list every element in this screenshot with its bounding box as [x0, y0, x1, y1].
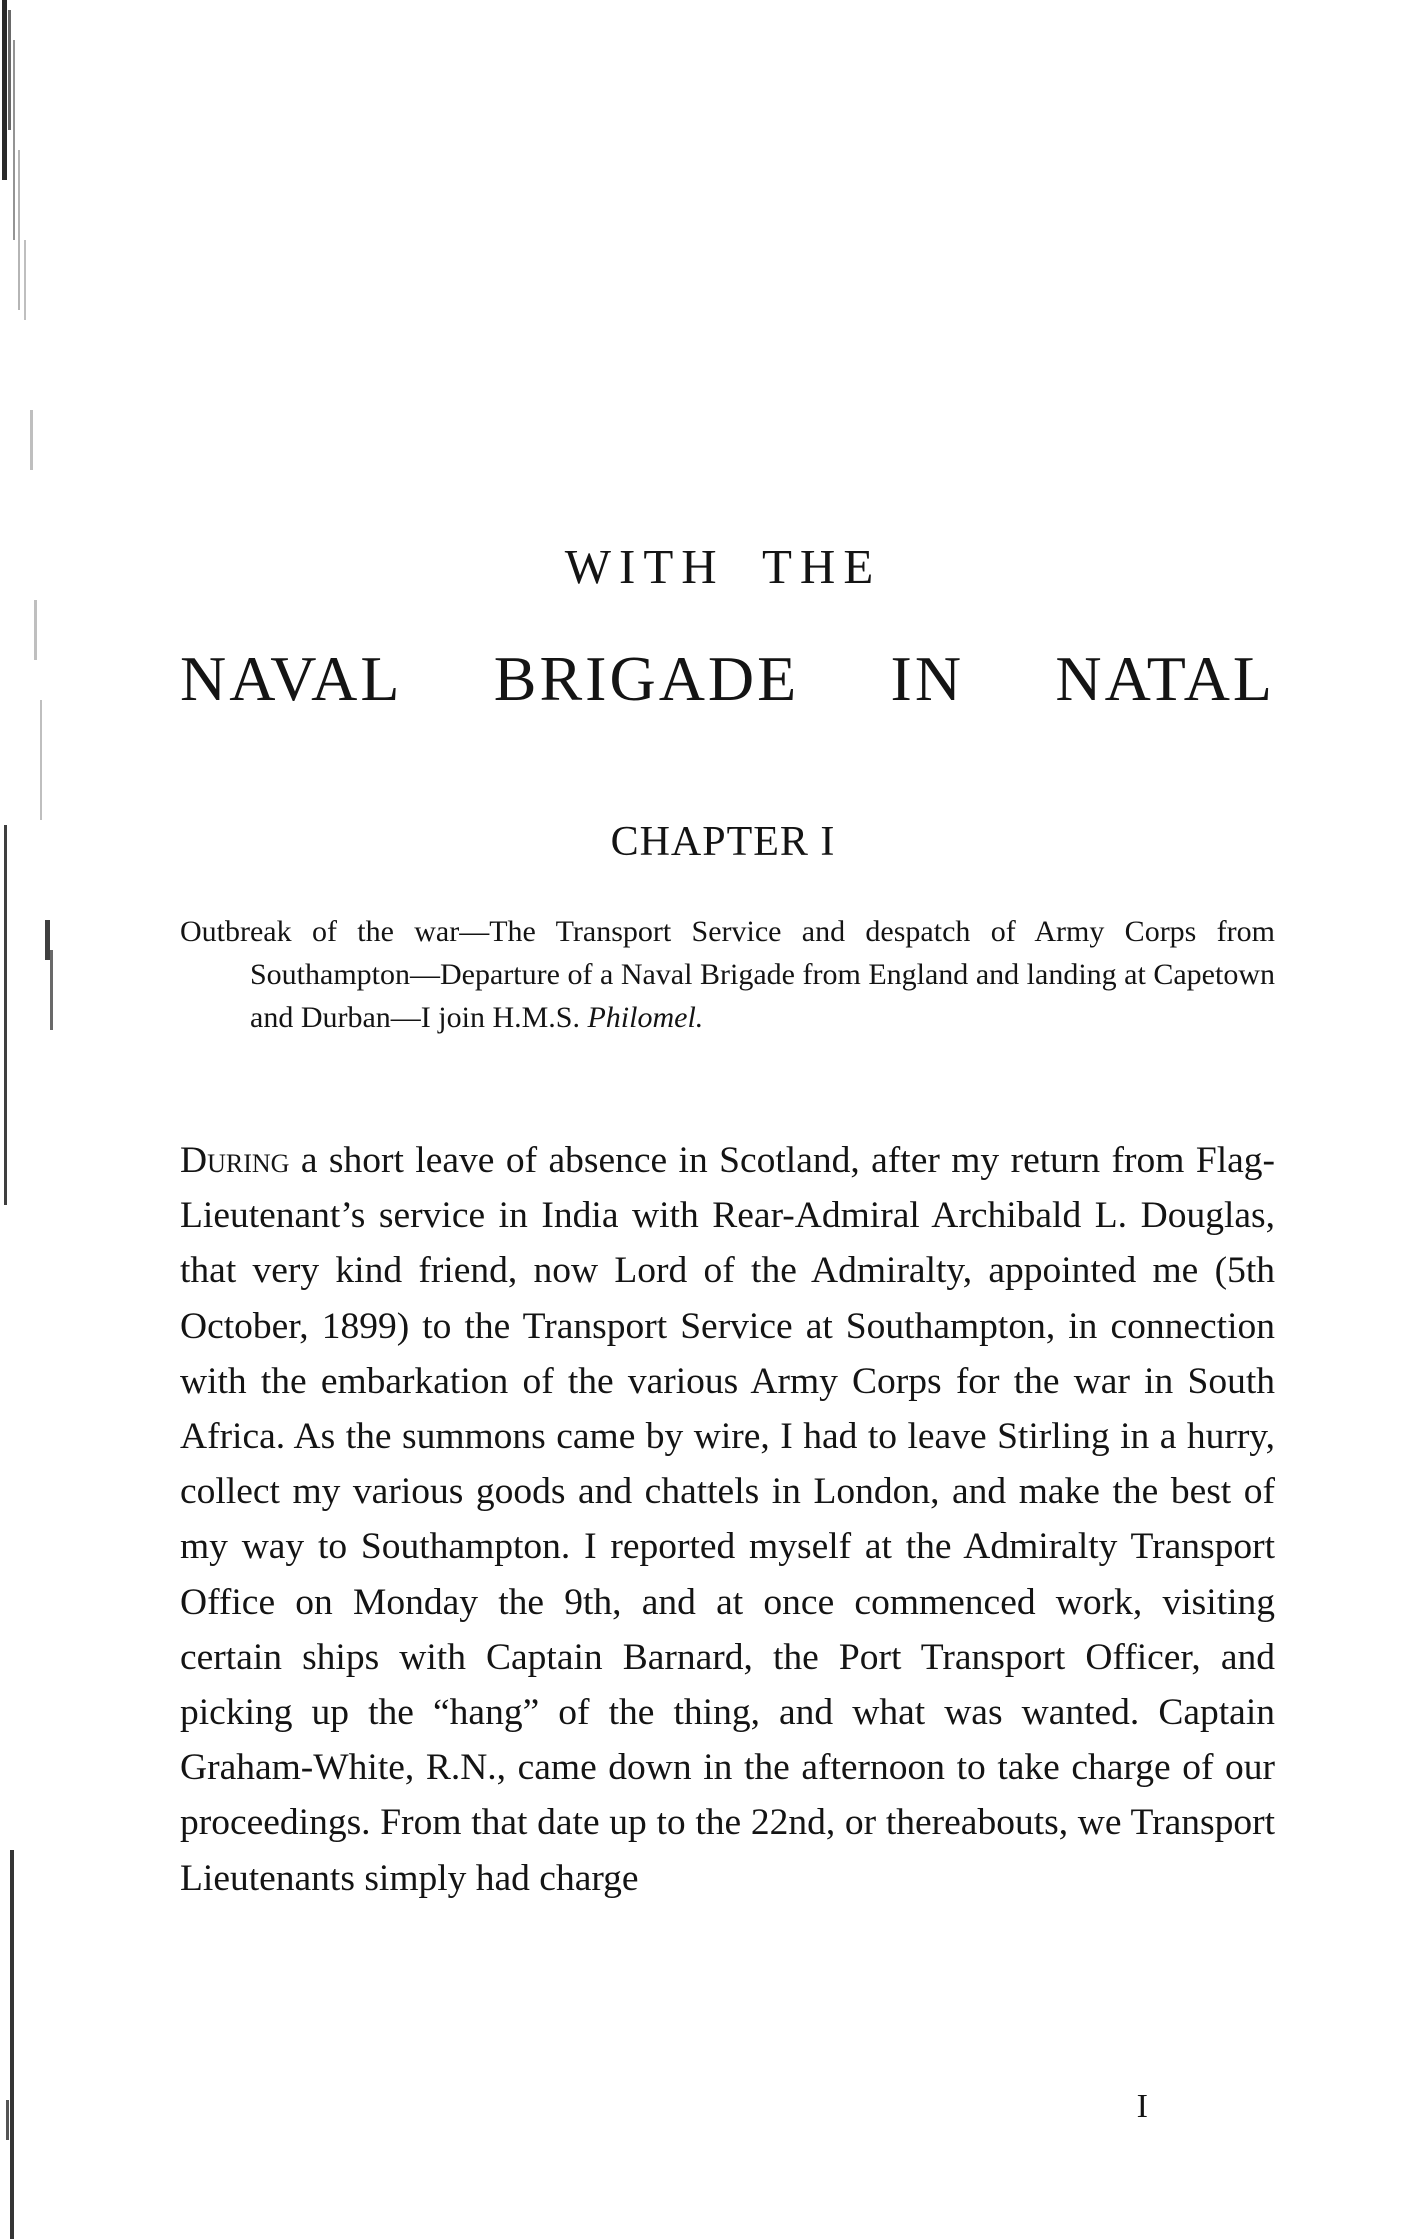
title-word: BRIGADE	[493, 643, 800, 714]
chapter-summary	[180, 910, 1275, 1039]
title-word: NATAL	[1055, 643, 1275, 714]
title-word: IN	[890, 643, 965, 714]
ship-name: Philomel.	[587, 1001, 704, 1034]
title-word: NAVAL	[180, 643, 403, 714]
scan-edge-artifact	[0, 0, 70, 2239]
chapter-heading: CHAPTER I	[610, 819, 836, 865]
title-main	[180, 642, 1275, 716]
title-top: WITH THE	[564, 539, 882, 594]
summary-text: Outbreak of the war—The Transport Service and despatch of Army Corps from Southampton—Departure of a Naval Brigade from England and landing at Capetown and Durban—I join H.M.S.	[180, 915, 1275, 1034]
body-text: a short leave of absence in Scotland, after my return from Flag-Lieutenant’s service in India with Rear-Admiral Archibald L. Douglas, that very kind friend, now Lord of the Admiralty, appointed me (5th October, 1899) to the Transport Service at Southampton, in connection with the embarkation of the various Army Corps for the war in South Africa. As the summons came by wire, I had to leave Stirling in a hurry, collect my various goods and chattels in London, and make the best of my way to Southampton. I reported myself at the Admiralty Transport Office on Monday the 9th, and at once commenced work, visiting certain ships with Captain Barnard, the Port Transport Officer, and picking up the “hang” of the thing, and what was wanted. Captain Graham-White, R.N., came down in the afternoon to take charge of our proceedings. From that date up to the 22nd, or thereabouts, we Transport Lieutenants simply had charge	[180, 1140, 1275, 1899]
opening-word: During	[180, 1140, 290, 1181]
body-paragraph	[180, 1133, 1275, 1906]
page-number: I	[1136, 2088, 1148, 2125]
